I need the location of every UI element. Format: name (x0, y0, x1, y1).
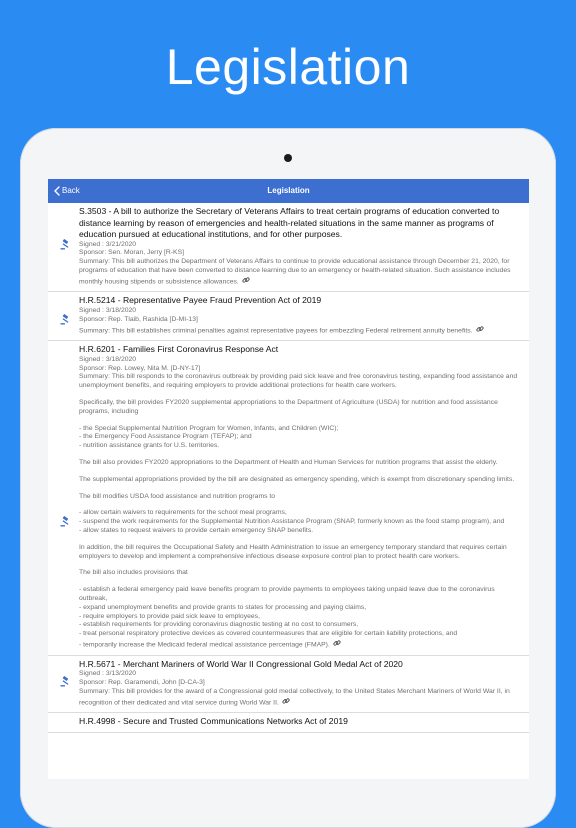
bill-summary (79, 688, 521, 709)
gavel-icon (60, 312, 71, 323)
bill-signed-date: Signed : 3/18/2020 (79, 306, 137, 314)
summary-text: The bill also includes provisions that (79, 569, 188, 577)
bill-title: H.R.6201 - Families First Coronavirus Response Act (79, 344, 279, 355)
summary-paragraph (79, 493, 521, 502)
summary-text: Specifically, the bill provides FY2020 supplemental appropriations to the Department of Agriculture (USDA) for nutrition and food assistance programs, including (79, 399, 498, 415)
summary-paragraph (79, 258, 521, 287)
summary-text: Summary: This bill authorizes the Department of Veterans Affairs to continue to provide educational assistance through December 21, 2020, for programs of education that have been converted to distance learning due to an emergency or health-related situation. Such assistance includes monthly housing stipends or subsistence allowances. (79, 258, 511, 286)
summary-paragraph (79, 425, 521, 451)
bill-title: H.R.5214 - Representative Payee Fraud Prevention Act of 2019 (79, 295, 322, 306)
summary-text: - the Special Supplemental Nutrition Program for Women, Infants, and Children (WIC); - the Emergency Food Assistance Program (TEFAP); and - nutrition assistance grants for U.S. territories. (79, 424, 339, 450)
bill-summary (79, 258, 521, 287)
gavel-icon (60, 674, 71, 685)
summary-text: Summary: This bill provides for the award of a Congressional gold medal collectively, to the United States Merchant Mariners of World War II, in recognition of their dedicated and vital service during World War II. (79, 687, 510, 707)
summary-text: In addition, the bill requires the Occupational Safety and Health Administration to issue an emergency temporary standard that requires certain employers to develop and implement a comprehensive infectious disease exposure control plan to protect health care workers. (79, 543, 507, 560)
link-icon[interactable] (476, 325, 484, 337)
summary-text: Summary: This bill establishes criminal penalties against representative payees for embezzling Federal retirement annuity benefits. (79, 327, 473, 335)
link-icon[interactable] (242, 276, 250, 288)
summary-text: - allow certain waivers to requirements for the school meal programs, - suspend the work requirements for the Supplemental Nutrition Assistance Program (SNAP, formerly known as the food stamp program), and - allow states to request waivers to provide certain emergency SNAP benefits. (79, 509, 505, 535)
navigation-bar (48, 179, 529, 203)
camera (284, 154, 292, 162)
gavel-icon (60, 514, 71, 525)
summary-paragraph (79, 373, 521, 391)
bill-summary (79, 373, 521, 650)
summary-text: - establish a federal emergency paid leave benefits program to provide payments to employees taking unpaid leave due to the coronavirus outbreak, - expand unemployment benefits and provide grants to states for processing and paying claims, - require employers to provide paid sick leave to employees, - establish requirements for providing coronavirus diagnostic testing at no cost to consumers, - treat personal respiratory protective devices as covered countermeasures that are eligible for certain liability protections, and - temporarily increase the Medicaid federal medical assistance percentage (FMAP). (79, 586, 495, 649)
bill-sponsor: Sponsor: Rep. Lowey, Nita M. [D-NY-17] (79, 364, 201, 372)
summary-text: The bill also provides FY2020 appropriations to the Department of Health and Human Services for nutrition programs that assist the elderly. (79, 459, 498, 467)
bill-row[interactable] (48, 341, 529, 655)
summary-paragraph (79, 544, 521, 562)
link-icon[interactable] (333, 639, 341, 651)
bill-summary (79, 325, 521, 337)
summary-paragraph (79, 586, 521, 651)
summary-paragraph (79, 569, 521, 578)
link-icon[interactable] (282, 697, 290, 709)
bill-signed-date: Signed : 3/21/2020 (79, 240, 137, 248)
bill-row[interactable] (48, 292, 529, 341)
bill-title: H.R.5671 - Merchant Mariners of World War II Congressional Gold Medal Act of 2020 (79, 658, 403, 669)
summary-paragraph (79, 688, 521, 709)
summary-paragraph (79, 459, 521, 468)
summary-text: Summary: This bill responds to the coronavirus outbreak by providing paid sick leave and free coronavirus testing, expanding food assistance and unemployment benefits, and requiring employers to provide additional protections for health care workers. (79, 373, 518, 390)
bill-row[interactable] (48, 656, 529, 714)
bill-sponsor: Sponsor: Rep. Garamendi, John [D-CA-3] (79, 679, 205, 687)
app-screen (48, 179, 529, 779)
summary-paragraph (79, 325, 521, 337)
bill-list (48, 203, 529, 733)
bill-row[interactable] (48, 713, 529, 733)
bill-sponsor: Sponsor: Sen. Moran, Jerry [R-KS] (79, 249, 185, 257)
bill-title: H.R.4998 - Secure and Trusted Communications Networks Act of 2019 (79, 716, 348, 727)
bill-sponsor: Sponsor: Rep. Tlaib, Rashida [D-MI-13] (79, 315, 198, 323)
hero-title: Legislation (165, 39, 411, 95)
nav-title: Legislation (267, 186, 310, 195)
summary-text: The bill modifies USDA food assistance and nutrition programs to (79, 492, 276, 500)
summary-paragraph (79, 476, 521, 485)
summary-paragraph (79, 399, 521, 417)
bill-row[interactable] (48, 203, 529, 292)
bill-signed-date: Signed : 3/13/2020 (79, 670, 137, 678)
bill-title: S.3503 - A bill to authorize the Secretary of Veterans Affairs to treat certain programs of education converted to distance learning by reason of emergencies and health-related situations in the same manner as programs of education pursued at educational institutions, and for other purposes. (79, 206, 500, 239)
summary-paragraph (79, 509, 521, 535)
back-label: Back (62, 186, 80, 195)
gavel-icon (60, 237, 71, 248)
bill-signed-date: Signed : 3/18/2020 (79, 355, 137, 363)
summary-text: The supplemental appropriations provided by the bill are designated as emergency spending, which is exempt from discretionary spending limits. (79, 475, 515, 483)
